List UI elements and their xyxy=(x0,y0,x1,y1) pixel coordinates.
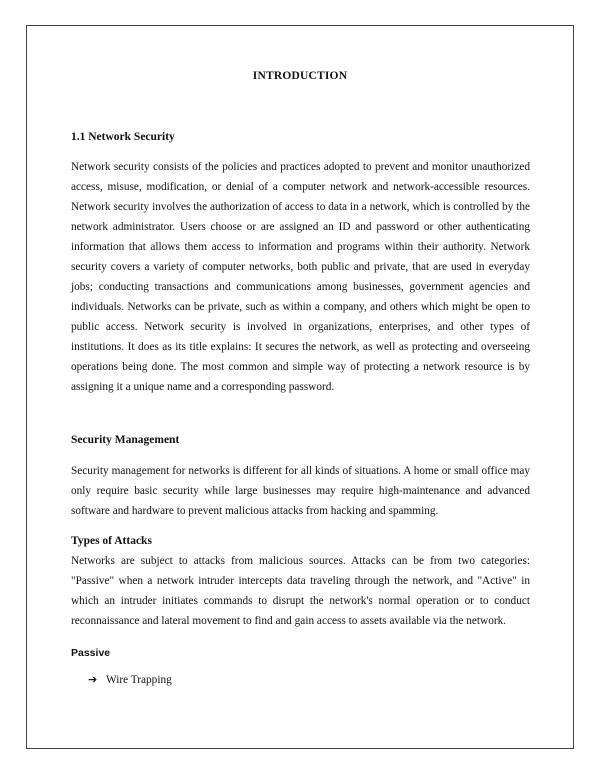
arrow-right-icon: ➔ xyxy=(88,673,98,686)
section-heading-security-management: Security Management xyxy=(71,434,180,446)
page-title: INTRODUCTION xyxy=(252,70,348,82)
paragraph-security-management: Security management for networks is different for all kinds of situations. A home or small office may only require basic security while large businesses may require high-maintenance and advanced software and hardware to prevent malicious attacks from hacking and spamming. xyxy=(71,465,530,517)
paragraph-network-security: Network security consists of the policies and practices adopted to prevent and monitor unauthorized access, misuse, modification, or denial of a computer network and network-accessible resources. Network security involves the authorization of access to data in a network, which is controlled by the network administrator. Users choose or are assigned an ID and password or other authenticating information that allows them access to information and programs within their authority. Network security covers a variety of computer networks, both public and private, that are used in everyday jobs; conducting transactions and communications among businesses, government agencies and individuals. Networks can be private, such as within a company, and others which might be open to public access. Network security is involved in organizations, enterprises, and other types of institutions. It does as its title explains: It secures the network, as well as protecting and overseeing operations being done. The most common and simple way of protecting a network resource is by assigning it a unique name and a corresponding password. xyxy=(71,161,530,393)
section-heading-passive: Passive xyxy=(71,647,111,659)
list-item xyxy=(88,673,172,686)
section-heading-types-of-attacks: Types of Attacks xyxy=(71,535,152,547)
section-heading-network-security: 1.1 Network Security xyxy=(71,131,175,143)
list-item-label: Wire Trapping xyxy=(106,674,172,686)
paragraph-types-of-attacks: Networks are subject to attacks from malicious sources. Attacks can be from two categories: "Passive" when a network intruder intercepts data traveling through the network, and "Active" in which an intruder initiates commands to disrupt the network's normal operation or to conduct reconnaissance and lateral movement to find and gain access to assets available via the network. xyxy=(71,555,530,627)
